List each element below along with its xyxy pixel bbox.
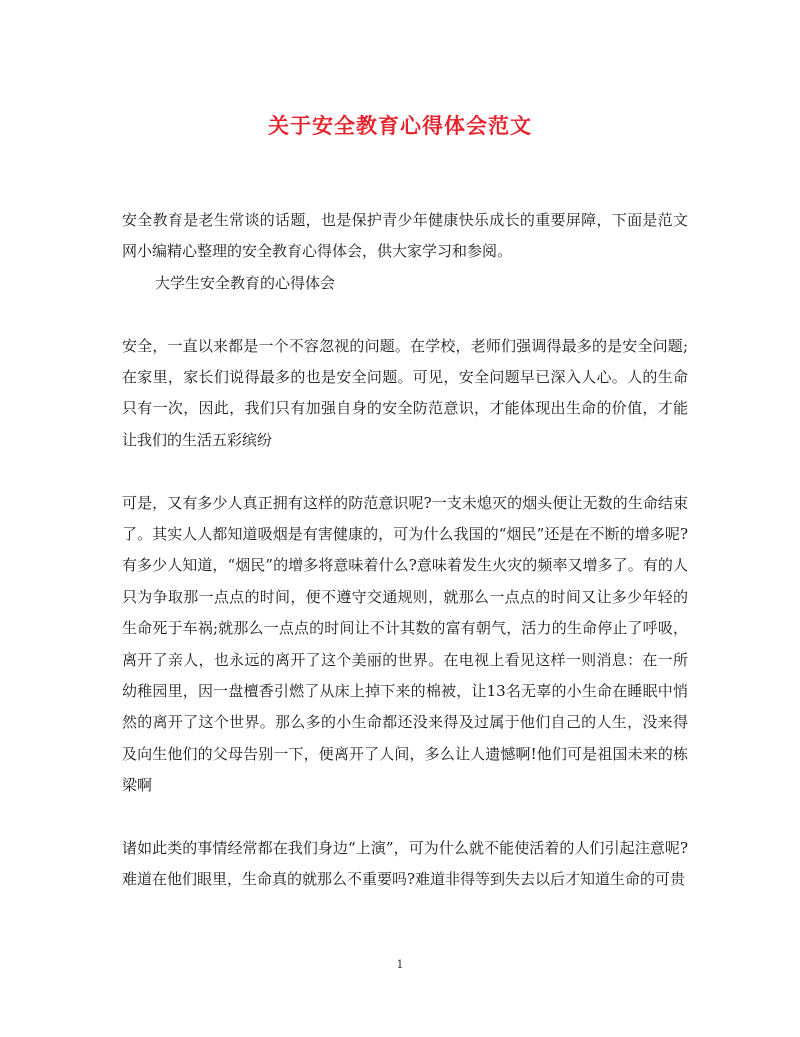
body-paragraph-1: 安全，一直以来都是一个不容忽视的问题。在学校，老师们强调得最多的是安全问题;在家里，家长们说得最多的也是安全问题。可见，安全问题早已深入人心。人的生命只有一次，因此，我们只有加强自身的安全防范意识，才能体现出生命的价值，才能让我们的生活五彩缤纷 <box>122 336 688 449</box>
page-number: 1 <box>396 958 404 971</box>
section-subheading: 大学生安全教育的心得体会 <box>155 273 336 292</box>
document-title: 关于安全教育心得体会范文 <box>268 113 532 138</box>
document-body <box>122 205 688 896</box>
intro-paragraph: 安全教育是老生常谈的话题，也是保护青少年健康快乐成长的重要屏障，下面是范文网小编精心整理的安全教育心得体会，供大家学习和参阅。 <box>122 211 688 261</box>
body-paragraph-3: 诸如此类的事情经常都在我们身边“上演”，可为什么就不能使活着的人们引起注意呢?难道在他们眼里，生命真的就那么不重要吗?难道非得等到失去以后才知道生命的可贵 <box>122 839 688 889</box>
body-paragraph-2: 可是，又有多少人真正拥有这样的防范意识呢?一支未熄灭的烟头便让无数的生命结束了。其实人人都知道吸烟是有害健康的，可为什么我国的“烟民”还是在不断的增多呢?有多少人知道，“烟民”的增多将意味着什么?意味着发生火灾的频率又增多了。有的人只为争取那一点点的时间，便不遵守交通规则，就那么一点点的时间又让多少年轻的生命死于车祸;就那么一点点的时间让不计其数的富有朝气，活力的生命停止了呼吸，离开了亲人，也永远的离开了这个美丽的世界。在电视上看见这样一则消息：在一所幼稚园里，因一盘檀香引燃了从床上掉下来的棉被，让13名无辜的小生命在睡眠中悄然的离开了这个世界。那么多的小生命都还没来得及过属于他们自己的人生，没来得及向生他们的父母告别一下，便离开了人间，多么让人遗憾啊!他们可是祖国未来的栋梁啊 <box>122 493 688 795</box>
